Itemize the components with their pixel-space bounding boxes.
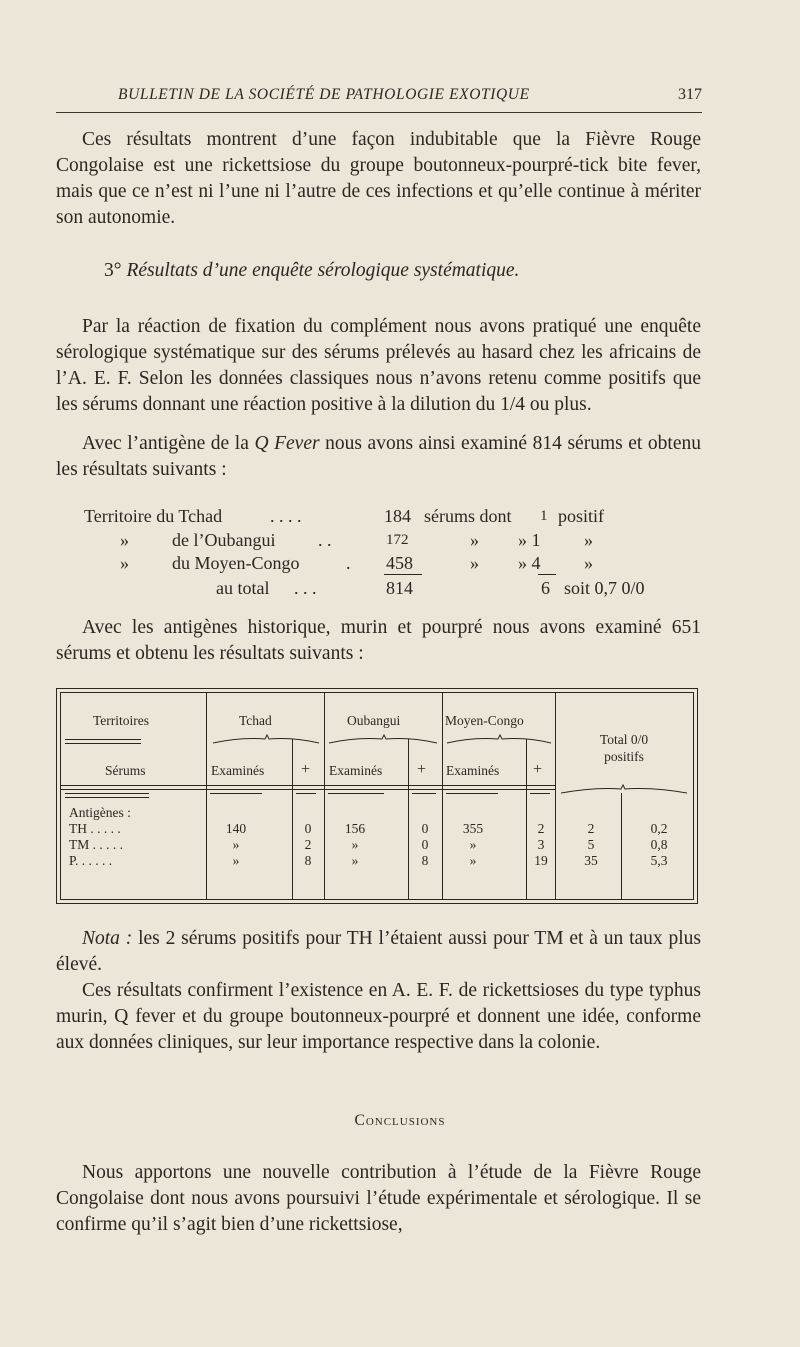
q-fever-text-before: Avec l’antigène de la <box>82 433 255 454</box>
territory-positive: 1 <box>540 508 548 524</box>
territory-count: 184 <box>384 506 411 526</box>
header-total-positifs: Total 0/0 positifs <box>599 732 649 764</box>
cell-moyen-congo-positive: 2 <box>537 821 545 836</box>
paragraph-antigens: Avec les antigènes historique, murin et pourpré nous avons examiné 651 sérums et obtenu les résultats suivants : <box>56 617 701 664</box>
territory-dots: . <box>346 553 351 573</box>
cell-oubangui-positive: 0 <box>421 837 429 852</box>
cell-moyen-congo-positive: 19 <box>534 853 548 868</box>
territory-positive-unit: » <box>584 553 593 573</box>
cell-total: 2 <box>587 821 595 836</box>
conclusions-heading: Conclusions <box>354 1112 446 1129</box>
territory-ditto: » <box>120 553 129 573</box>
cell-oubangui-positive: 8 <box>421 853 429 868</box>
nota-label: Nota : <box>82 928 133 949</box>
q-fever-italic: Q Fever <box>254 433 320 454</box>
page-number: 317 <box>678 86 702 103</box>
sum-line <box>538 574 556 575</box>
cell-percent: 0,8 <box>650 837 668 852</box>
subheader-plus: + <box>301 761 311 778</box>
territory-count: 172 <box>386 532 409 548</box>
cell-tchad-examines: » <box>232 853 240 868</box>
antigenes-label: Antigènes : <box>69 805 131 820</box>
cell-moyen-congo-examines: 355 <box>462 821 484 836</box>
cell-moyen-congo-examines: » <box>469 837 477 852</box>
row-label: TM . . . . . <box>69 837 123 852</box>
territory-total-count: 814 <box>386 578 413 598</box>
cell-moyen-congo-examines: » <box>469 853 477 868</box>
paragraph-conclusions: Nous apportons une nouvelle contribution à l’étude de la Fièvre Rouge Congolaise dont nous avons poursuivi l’étude expérimentale et sérologique. Il se confirme qu’il s’agit bien d’une rickettsiose, <box>56 1162 701 1235</box>
territory-dots: . . . <box>294 578 317 598</box>
cell-tchad-examines: » <box>232 837 240 852</box>
territory-dots: . . . . <box>270 506 302 526</box>
territory-unit: » <box>470 530 479 550</box>
territory-count: 458 <box>386 553 413 573</box>
cell-oubangui-examines: » <box>351 853 359 868</box>
brace-icon <box>211 733 321 747</box>
cell-tchad-examines: 140 <box>225 821 247 836</box>
header-moyen-congo: Moyen-Congo <box>445 713 524 728</box>
territory-total-label: au total <box>216 578 270 598</box>
brace-icon <box>327 733 439 747</box>
section-heading <box>104 260 519 282</box>
territory-dots: . . <box>318 530 332 550</box>
cell-oubangui-examines: 156 <box>344 821 366 836</box>
subheader-examines: Examinés <box>211 763 265 778</box>
cell-tchad-positive: 8 <box>304 853 312 868</box>
territory-total-percent: soit 0,7 0/0 <box>564 578 645 598</box>
header-oubangui: Oubangui <box>347 713 401 728</box>
q-fever-text-after: nous avons ainsi examiné 814 sérums et obtenu les résultats suivants : <box>56 433 701 480</box>
subheader-plus: + <box>533 761 543 778</box>
header-tchad: Tchad <box>239 713 272 728</box>
territory-positive: » 4 <box>518 553 541 573</box>
paragraph-nota <box>56 926 701 978</box>
paragraph-confirmation: Ces résultats confirment l’existence en A. E. F. de rickettsioses du type typhus murin, Q fever et du groupe boutonneux-pourpré et donnent une idée, conforme aux données cliniques, sur leur importance respective dans la colonie. <box>56 980 701 1053</box>
brace-icon <box>559 783 689 797</box>
territory-name: Territoire du Tchad <box>84 506 223 526</box>
cell-oubangui-positive: 0 <box>421 821 429 836</box>
territory-ditto: » <box>120 530 129 550</box>
nota-text: les 2 sérums positifs pour TH l’étaient aussi pour TM et à un taux plus élevé. <box>56 928 701 975</box>
brace-icon <box>445 733 553 747</box>
territory-total-positive: 6 <box>541 578 550 598</box>
row-label: TH . . . . . <box>69 821 121 836</box>
subheader-examines: Examinés <box>446 763 500 778</box>
cell-tchad-positive: 2 <box>304 837 312 852</box>
cell-tchad-positive: 0 <box>304 821 312 836</box>
cell-moyen-congo-positive: 3 <box>537 837 545 852</box>
journal-title: BULLETIN DE LA SOCIÉTÉ DE PATHOLOGIE EXOTIQUE <box>118 86 530 103</box>
cell-percent: 0,2 <box>650 821 668 836</box>
territory-unit: sérums dont <box>424 506 512 526</box>
subheader-plus: + <box>417 761 427 778</box>
territory-name: du Moyen-Congo <box>172 553 300 573</box>
running-header <box>56 84 702 113</box>
section-number: 3° <box>104 260 122 281</box>
cell-percent: 5,3 <box>650 853 668 868</box>
territory-name: de l’Oubangui <box>172 530 276 550</box>
paragraph-conclusion-results: Ces résultats montrent d’une façon indubitable que la Fièvre Rouge Congolaise est une rickettsiose du groupe boutonneux-pourpré-tick bite fever, mais que ce n’est ni l’une ni l’autre de ces infections et qu’elle continue à mériter son autonomie. <box>56 129 701 228</box>
territory-positive-unit: » <box>584 530 593 550</box>
header-serums: Sérums <box>105 763 146 778</box>
row-label: P. . . . . . <box>69 853 113 868</box>
header-territoires: Territoires <box>93 713 150 728</box>
cell-total: 35 <box>584 853 598 868</box>
sum-line <box>384 574 422 575</box>
results-table <box>56 688 698 904</box>
subheader-examines: Examinés <box>329 763 383 778</box>
territory-unit: » <box>470 553 479 573</box>
paragraph-q-fever <box>56 431 701 483</box>
cell-total: 5 <box>587 837 595 852</box>
cell-oubangui-examines: » <box>351 837 359 852</box>
paragraph-serologic-survey: Par la réaction de fixation du complément nous avons pratiqué une enquête sérologique systématique sur des sérums prélevés au hasard chez les africains de l’A. E. F. Selon les données classiques nous n’avons retenu comme positifs que les sérums donnant une réaction positive à la dilution du 1/4 ou plus. <box>56 316 701 415</box>
territory-positive: » 1 <box>518 530 541 550</box>
section-title: Résultats d’une enquête sérologique systématique. <box>126 260 520 281</box>
territory-positive-unit: positif <box>558 506 605 526</box>
